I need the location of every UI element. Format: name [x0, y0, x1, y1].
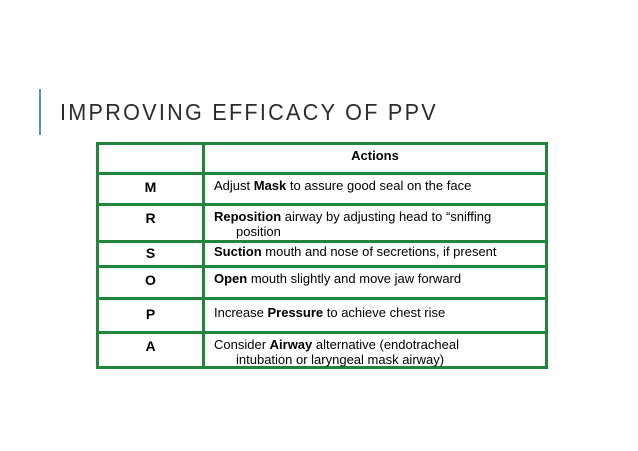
row-keyword: Pressure — [267, 305, 324, 320]
row-action: Open mouth slightly and move jaw forward — [214, 271, 462, 286]
table-row — [99, 240, 545, 265]
row-key: P — [99, 300, 205, 331]
row-keyword: Open — [214, 271, 248, 286]
row-keyword: Suction — [214, 244, 262, 259]
header-key-cell — [99, 145, 205, 172]
row-keyword: Airway — [269, 337, 313, 352]
actions-header: Actions — [351, 148, 399, 163]
row-action: Consider Airway alternative (endotracheal intubation or laryngeal mask airway) — [214, 337, 459, 367]
row-keyword: Reposition — [214, 209, 282, 224]
title-accent-bar — [39, 89, 41, 135]
row-key: O — [99, 268, 205, 297]
row-key: S — [99, 243, 205, 265]
table-row — [99, 331, 545, 366]
mrsopa-table — [96, 142, 548, 369]
table-row — [99, 297, 545, 331]
row-key: A — [99, 334, 205, 366]
table-row — [99, 203, 545, 240]
row-action: Increase Pressure to achieve chest rise — [214, 305, 446, 320]
row-key: R — [99, 206, 205, 240]
slide-title: IMPROVING EFFICACY OF PPV — [60, 99, 438, 125]
row-key: M — [99, 175, 205, 203]
row-action: Reposition airway by adjusting head to “sniffing position — [214, 209, 492, 239]
table-row — [99, 172, 545, 203]
row-action: Suction mouth and nose of secretions, if present — [214, 244, 497, 259]
row-action: Adjust Mask to assure good seal on the face — [214, 178, 472, 193]
row-keyword: Mask — [253, 178, 287, 193]
table-header-row — [99, 145, 545, 172]
table-row — [99, 265, 545, 297]
